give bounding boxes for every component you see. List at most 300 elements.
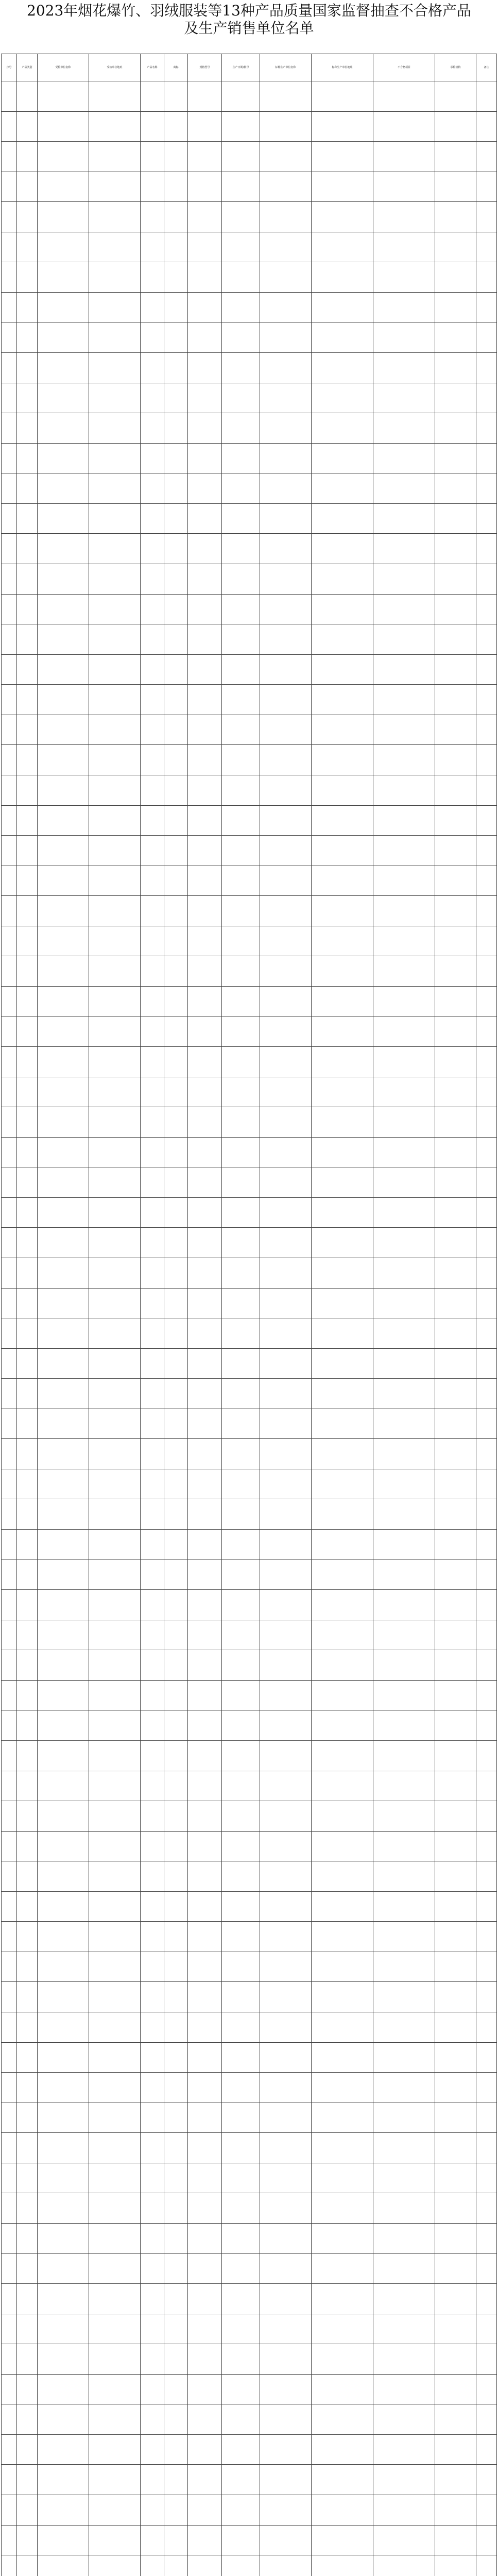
- table-cell: [89, 2103, 141, 2133]
- table-cell: [312, 1318, 373, 1349]
- table-cell: [373, 2555, 435, 2576]
- table-cell: [164, 172, 188, 202]
- table-cell: [38, 142, 89, 172]
- table-cell: [38, 1680, 89, 1710]
- table-cell: [2, 353, 17, 383]
- table-cell: [312, 503, 373, 534]
- table-cell: [222, 353, 260, 383]
- table-cell: [260, 534, 312, 564]
- table-cell: [141, 262, 164, 293]
- table-cell: [476, 111, 497, 142]
- table-cell: [222, 534, 260, 564]
- table-cell: [2, 413, 17, 444]
- table-cell: [164, 2223, 188, 2253]
- table-cell: [89, 2434, 141, 2465]
- table-cell: [188, 534, 222, 564]
- table-cell: [476, 323, 497, 353]
- table-cell: [188, 1710, 222, 1741]
- table-cell: [260, 443, 312, 473]
- table-cell: [164, 836, 188, 866]
- table-cell: [38, 2073, 89, 2103]
- table-cell: [17, 805, 38, 836]
- table-cell: [312, 836, 373, 866]
- table-cell: [260, 2404, 312, 2435]
- table-cell: [2, 654, 17, 685]
- table-cell: [312, 202, 373, 232]
- table-row: [2, 2073, 497, 2103]
- table-cell: [373, 1740, 435, 1771]
- table-cell: [373, 1047, 435, 1077]
- table-cell: [89, 564, 141, 595]
- table-cell: [435, 1922, 476, 1952]
- table-cell: [188, 1137, 222, 1167]
- table-cell: [2, 896, 17, 926]
- table-cell: [373, 1891, 435, 1922]
- table-cell: [435, 232, 476, 262]
- header-cell: 生产日期/批号: [222, 54, 260, 81]
- table-cell: [435, 564, 476, 595]
- table-cell: [38, 1499, 89, 1530]
- header-cell: 产品类别: [17, 54, 38, 81]
- table-cell: [188, 745, 222, 775]
- table-cell: [38, 2525, 89, 2555]
- table-cell: [260, 624, 312, 655]
- table-cell: [164, 111, 188, 142]
- table-cell: [373, 172, 435, 202]
- table-row: [2, 1982, 497, 2012]
- table-cell: [38, 1740, 89, 1771]
- table-cell: [17, 503, 38, 534]
- table-cell: [2, 2133, 17, 2163]
- table-cell: [2, 534, 17, 564]
- table-cell: [476, 142, 497, 172]
- table-cell: [38, 836, 89, 866]
- table-cell: [435, 142, 476, 172]
- table-cell: [141, 1197, 164, 1228]
- table-cell: [435, 1137, 476, 1167]
- table-cell: [435, 1288, 476, 1318]
- table-cell: [476, 473, 497, 504]
- table-cell: [222, 2374, 260, 2404]
- table-cell: [222, 2042, 260, 2073]
- table-cell: [435, 715, 476, 745]
- table-cell: [222, 715, 260, 745]
- table-cell: [476, 2555, 497, 2576]
- table-cell: [435, 2012, 476, 2043]
- table-cell: [17, 2133, 38, 2163]
- table-cell: [188, 2163, 222, 2193]
- table-cell: [188, 805, 222, 836]
- table-row: [2, 1409, 497, 1439]
- table-cell: [141, 81, 164, 112]
- table-cell: [373, 594, 435, 624]
- table-cell: [222, 1167, 260, 1198]
- table-cell: [435, 1620, 476, 1650]
- table-row: [2, 2495, 497, 2526]
- table-cell: [141, 805, 164, 836]
- table-cell: [17, 956, 38, 987]
- table-cell: [222, 1228, 260, 1258]
- table-cell: [89, 81, 141, 112]
- table-cell: [260, 2012, 312, 2043]
- table-cell: [435, 685, 476, 715]
- table-cell: [141, 986, 164, 1016]
- table-cell: [260, 986, 312, 1016]
- table-cell: [476, 2223, 497, 2253]
- table-cell: [476, 1922, 497, 1952]
- table-cell: [373, 81, 435, 112]
- table-cell: [188, 654, 222, 685]
- table-cell: [312, 172, 373, 202]
- table-cell: [141, 1318, 164, 1349]
- table-cell: [188, 111, 222, 142]
- table-cell: [17, 1922, 38, 1952]
- table-cell: [89, 292, 141, 323]
- table-cell: [312, 1228, 373, 1258]
- table-cell: [2, 1680, 17, 1710]
- table-cell: [2, 2163, 17, 2193]
- table-cell: [260, 81, 312, 112]
- table-cell: [312, 2193, 373, 2224]
- table-cell: [141, 1047, 164, 1077]
- table-cell: [164, 1922, 188, 1952]
- table-cell: [312, 1801, 373, 1832]
- table-cell: [222, 2465, 260, 2495]
- table-cell: [2, 1047, 17, 1077]
- table-cell: [476, 1680, 497, 1710]
- table-cell: [89, 2404, 141, 2435]
- table-cell: [17, 2163, 38, 2193]
- table-cell: [476, 1499, 497, 1530]
- table-row: [2, 1047, 497, 1077]
- table-cell: [164, 2314, 188, 2344]
- table-cell: [435, 654, 476, 685]
- table-cell: [164, 353, 188, 383]
- table-cell: [164, 2374, 188, 2404]
- table-cell: [188, 1650, 222, 1681]
- table-cell: [476, 986, 497, 1016]
- table-cell: [188, 1499, 222, 1530]
- table-cell: [312, 1952, 373, 1982]
- table-cell: [260, 1801, 312, 1832]
- table-cell: [312, 383, 373, 413]
- table-cell: [435, 353, 476, 383]
- table-cell: [89, 1197, 141, 1228]
- table-cell: [2, 1107, 17, 1138]
- table-cell: [141, 2555, 164, 2576]
- table-cell: [17, 1469, 38, 1499]
- table-cell: [89, 2073, 141, 2103]
- table-cell: [89, 262, 141, 293]
- table-cell: [164, 805, 188, 836]
- table-cell: [2, 81, 17, 112]
- table-cell: [312, 1982, 373, 2012]
- table-cell: [164, 142, 188, 172]
- table-row: [2, 262, 497, 293]
- table-cell: [141, 2495, 164, 2526]
- table-cell: [17, 1228, 38, 1258]
- table-cell: [373, 685, 435, 715]
- table-row: [2, 685, 497, 715]
- table-cell: [222, 2314, 260, 2344]
- table-cell: [260, 2374, 312, 2404]
- table-row: [2, 1318, 497, 1349]
- table-cell: [2, 594, 17, 624]
- table-cell: [373, 745, 435, 775]
- table-cell: [89, 534, 141, 564]
- table-cell: [17, 473, 38, 504]
- table-row: [2, 2314, 497, 2344]
- header-cell: 产品名称: [141, 54, 164, 81]
- table-cell: [17, 1861, 38, 1892]
- table-cell: [89, 1016, 141, 1047]
- table-cell: [188, 1077, 222, 1107]
- table-cell: [164, 1409, 188, 1439]
- table-cell: [222, 1982, 260, 2012]
- table-cell: [312, 2314, 373, 2344]
- table-cell: [476, 292, 497, 323]
- table-cell: [141, 866, 164, 896]
- table-cell: [188, 1861, 222, 1892]
- table-row: [2, 1680, 497, 1710]
- table-cell: [260, 323, 312, 353]
- table-cell: [38, 956, 89, 987]
- table-cell: [435, 986, 476, 1016]
- table-cell: [188, 775, 222, 805]
- table-cell: [17, 1318, 38, 1349]
- table-cell: [38, 2103, 89, 2133]
- table-cell: [188, 836, 222, 866]
- table-cell: [38, 805, 89, 836]
- table-cell: [188, 473, 222, 504]
- table-cell: [164, 473, 188, 504]
- table-cell: [2, 232, 17, 262]
- table-cell: [164, 1047, 188, 1077]
- table-cell: [188, 1318, 222, 1349]
- table-cell: [476, 1831, 497, 1861]
- table-cell: [260, 142, 312, 172]
- header-cell: 序号: [2, 54, 17, 81]
- table-cell: [260, 1288, 312, 1318]
- table-cell: [188, 1409, 222, 1439]
- table-cell: [2, 2193, 17, 2224]
- table-cell: [141, 1922, 164, 1952]
- table-cell: [188, 1590, 222, 1620]
- table-cell: [373, 1379, 435, 1409]
- table-cell: [164, 2193, 188, 2224]
- table-cell: [38, 2344, 89, 2375]
- table-cell: [89, 2163, 141, 2193]
- table-cell: [476, 1137, 497, 1167]
- table-cell: [222, 654, 260, 685]
- table-cell: [17, 564, 38, 595]
- table-cell: [476, 503, 497, 534]
- table-cell: [222, 292, 260, 323]
- table-cell: [312, 1620, 373, 1650]
- table-cell: [2, 564, 17, 595]
- table-cell: [2, 2042, 17, 2073]
- table-row: [2, 836, 497, 866]
- table-cell: [260, 232, 312, 262]
- table-cell: [188, 1560, 222, 1590]
- table-cell: [89, 1409, 141, 1439]
- table-row: [2, 2012, 497, 2043]
- table-cell: [2, 1318, 17, 1349]
- table-cell: [222, 1740, 260, 1771]
- table-cell: [435, 1077, 476, 1107]
- table-cell: [373, 1469, 435, 1499]
- table-cell: [260, 1861, 312, 1892]
- table-cell: [89, 473, 141, 504]
- table-cell: [164, 1167, 188, 1198]
- table-cell: [435, 2284, 476, 2314]
- table-cell: [222, 2555, 260, 2576]
- table-cell: [17, 262, 38, 293]
- table-cell: [89, 2465, 141, 2495]
- table-cell: [373, 564, 435, 595]
- table-cell: [38, 594, 89, 624]
- table-cell: [164, 1680, 188, 1710]
- table-cell: [373, 262, 435, 293]
- table-cell: [164, 1137, 188, 1167]
- table-cell: [476, 534, 497, 564]
- table-cell: [141, 1740, 164, 1771]
- table-cell: [17, 1167, 38, 1198]
- table-row: [2, 1258, 497, 1288]
- table-cell: [435, 2495, 476, 2526]
- table-cell: [222, 2223, 260, 2253]
- table-cell: [17, 1137, 38, 1167]
- table-row: [2, 2133, 497, 2163]
- table-cell: [373, 111, 435, 142]
- table-cell: [435, 1167, 476, 1198]
- table-cell: [373, 2012, 435, 2043]
- table-cell: [476, 1982, 497, 2012]
- table-cell: [141, 1861, 164, 1892]
- table-cell: [2, 1771, 17, 1801]
- table-cell: [260, 2223, 312, 2253]
- table-cell: [141, 1891, 164, 1922]
- table-cell: [222, 1469, 260, 1499]
- table-row: [2, 1952, 497, 1982]
- table-cell: [2, 443, 17, 473]
- table-cell: [38, 413, 89, 444]
- table-cell: [188, 1167, 222, 1198]
- table-cell: [2, 323, 17, 353]
- table-row: [2, 142, 497, 172]
- table-cell: [2, 2404, 17, 2435]
- table-cell: [89, 715, 141, 745]
- table-cell: [38, 503, 89, 534]
- table-cell: [373, 1801, 435, 1832]
- table-cell: [38, 1348, 89, 1379]
- table-cell: [373, 413, 435, 444]
- table-cell: [373, 1318, 435, 1349]
- table-cell: [373, 1620, 435, 1650]
- table-cell: [38, 654, 89, 685]
- table-cell: [2, 1530, 17, 1560]
- table-cell: [435, 292, 476, 323]
- table-cell: [2, 2103, 17, 2133]
- table-cell: [141, 926, 164, 956]
- table-cell: [222, 1288, 260, 1318]
- table-cell: [312, 1831, 373, 1861]
- table-cell: [435, 2253, 476, 2284]
- table-cell: [476, 2374, 497, 2404]
- table-cell: [141, 836, 164, 866]
- table-cell: [222, 2253, 260, 2284]
- table-row: [2, 1077, 497, 1107]
- table-cell: [38, 2495, 89, 2526]
- table-cell: [373, 775, 435, 805]
- table-cell: [476, 1590, 497, 1620]
- table-cell: [260, 2525, 312, 2555]
- table-cell: [476, 805, 497, 836]
- table-cell: [435, 2434, 476, 2465]
- table-cell: [164, 2253, 188, 2284]
- table-cell: [164, 1560, 188, 1590]
- table-cell: [89, 986, 141, 1016]
- table-cell: [141, 1530, 164, 1560]
- table-cell: [38, 2133, 89, 2163]
- table-cell: [312, 2344, 373, 2375]
- table-cell: [435, 1107, 476, 1138]
- table-cell: [435, 1379, 476, 1409]
- table-cell: [260, 503, 312, 534]
- table-cell: [373, 1228, 435, 1258]
- table-cell: [17, 1197, 38, 1228]
- table-cell: [2, 503, 17, 534]
- table-cell: [435, 1469, 476, 1499]
- table-cell: [476, 1439, 497, 1469]
- table-cell: [188, 232, 222, 262]
- table-cell: [89, 1982, 141, 2012]
- table-cell: [476, 2465, 497, 2495]
- table-cell: [188, 2374, 222, 2404]
- table-cell: [2, 172, 17, 202]
- table-cell: [435, 1801, 476, 1832]
- table-cell: [164, 413, 188, 444]
- table-cell: [89, 1469, 141, 1499]
- table-cell: [188, 81, 222, 112]
- table-cell: [2, 1499, 17, 1530]
- table-cell: [17, 866, 38, 896]
- table-cell: [476, 1740, 497, 1771]
- table-cell: [141, 1982, 164, 2012]
- table-row: [2, 111, 497, 142]
- table-cell: [164, 1801, 188, 1832]
- table-cell: [164, 1499, 188, 1530]
- table-row: [2, 2042, 497, 2073]
- table-cell: [222, 805, 260, 836]
- table-cell: [373, 2133, 435, 2163]
- table-cell: [260, 172, 312, 202]
- table-cell: [312, 2253, 373, 2284]
- table-cell: [373, 2465, 435, 2495]
- table-cell: [164, 2465, 188, 2495]
- table-cell: [2, 2525, 17, 2555]
- table-cell: [435, 413, 476, 444]
- table-cell: [89, 1560, 141, 1590]
- table-cell: [2, 1590, 17, 1620]
- table-cell: [38, 534, 89, 564]
- table-cell: [164, 1469, 188, 1499]
- table-cell: [312, 1107, 373, 1138]
- table-cell: [141, 1499, 164, 1530]
- table-cell: [312, 715, 373, 745]
- table-cell: [435, 1680, 476, 1710]
- header-cell: 备注: [476, 54, 497, 81]
